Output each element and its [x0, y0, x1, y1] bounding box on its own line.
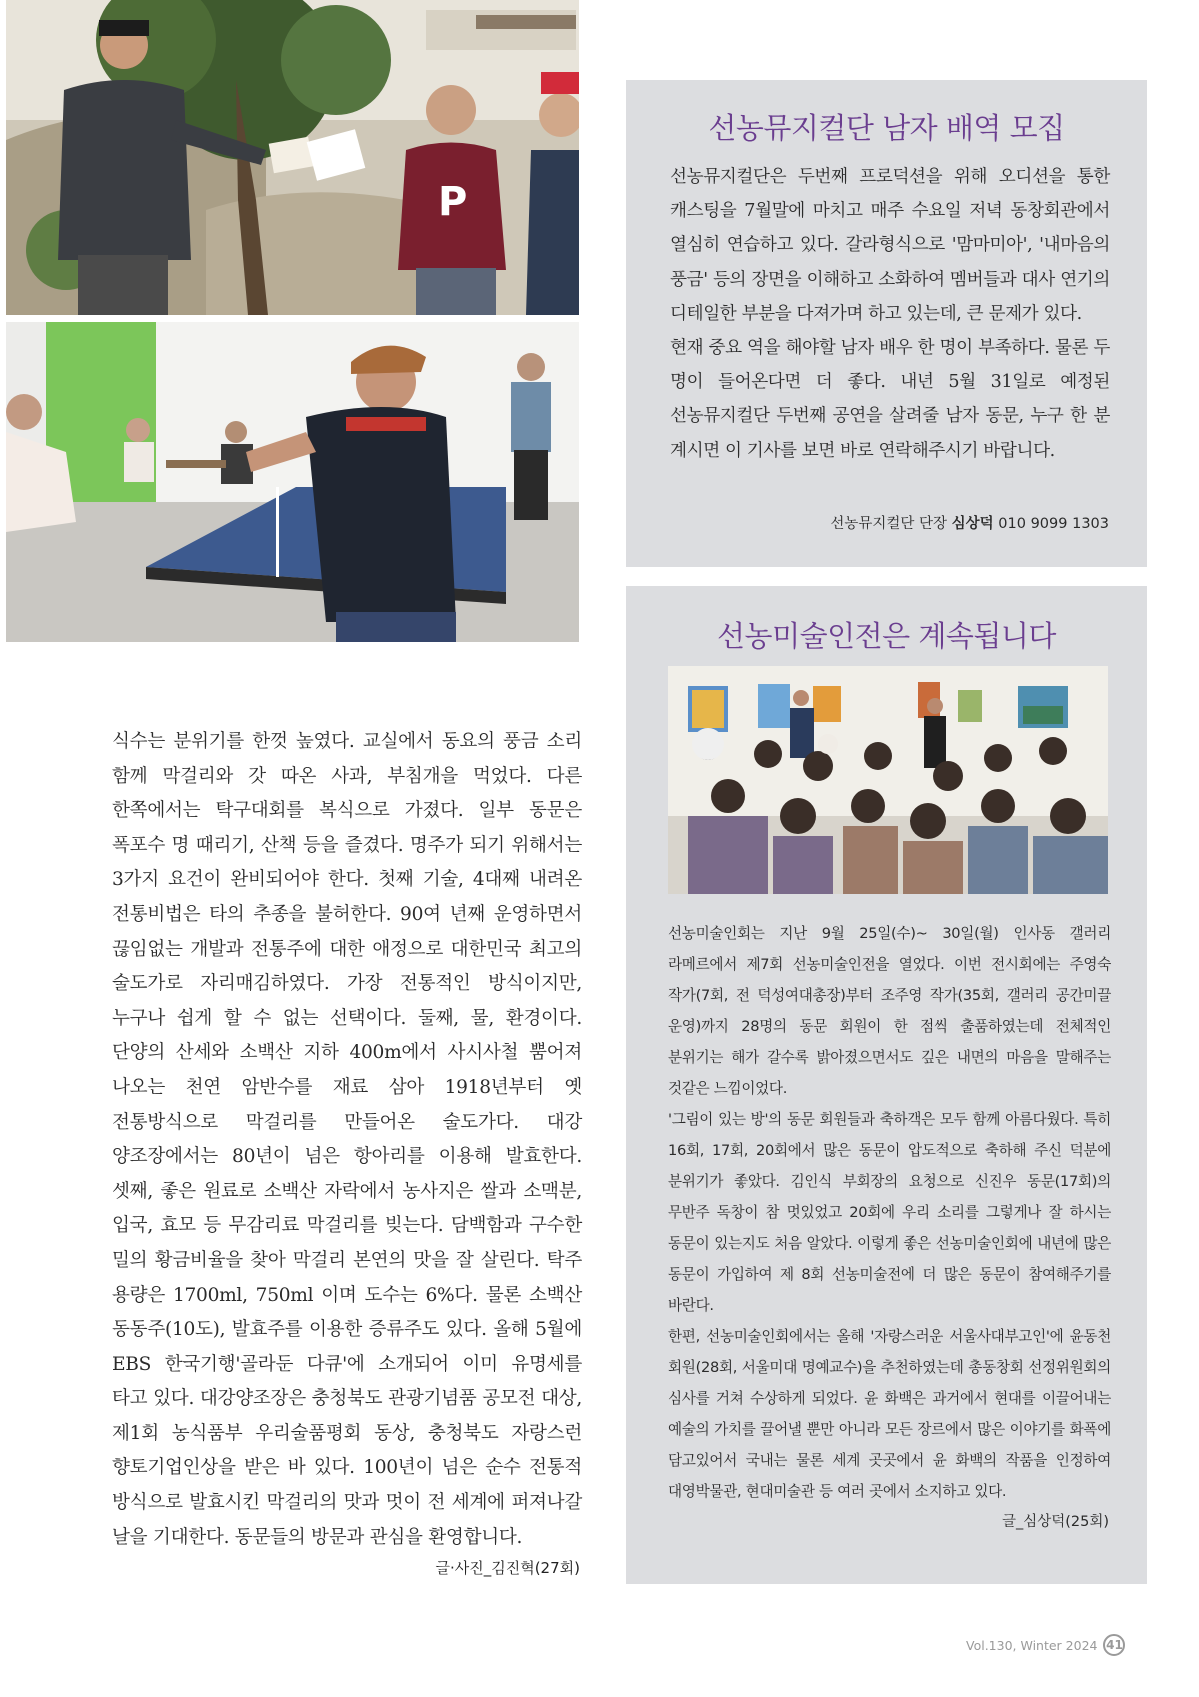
notice-box-musical [626, 80, 1147, 567]
musical-body [670, 160, 1110, 468]
art-exhibition-paragraph: 한편, 선농미술인회에서는 올해 '자랑스러운 서울사대부고인'에 윤동천 회원(28회, 서울미대 명예교수)을 추천하였는데 총동창회 선정위원회의 심사를 거쳐 수상하게 되었다. 윤 화백은 과거에서 현대를 이끌어내는 예술의 가치를 끌어낼 뿐만 아니라 모든 장르에서 많은 이야기를 화폭에 담고있어서 국내는 물론 세계 곳곳에서 윤 화백의 작품을 인정하여 대영박물관, 현대미술관 등 여러 곳에서 소지하고 있다. [668, 1328, 1111, 1500]
page-number: 41 [1103, 1634, 1125, 1656]
musical-title: 선농뮤지컬단 남자 배역 모집 [708, 111, 1065, 145]
photo-table-tennis [6, 322, 579, 642]
art-exhibition-body [668, 918, 1111, 1507]
art-exhibition-paragraph: 선농미술인회는 지난 9월 25일(수)~ 30일(월) 인사동 갤러리 라메르에서 제7회 선농미술인전을 열었다. 이번 전시회에는 주영숙 작가(7회, 전 덕성여대총장)부터 조주영 작가(35회, 갤러리 공간미끌 운영)까지 28명의 동문 회원이 한 점씩 출품하였는데 전체적인 분위기는 해가 갈수록 밝아졌으면서도 깊은 내면의 마음을 말해주는 것같은 느낌이었다. [668, 925, 1111, 1097]
page-footer [966, 1633, 1125, 1657]
article-left-credit: 글·사진_김진혁(27회) [435, 1559, 580, 1577]
art-exhibition-title: 선농미술인전은 계속됩니다 [717, 619, 1056, 653]
musical-credit-phone: 010 9099 1303 [998, 516, 1109, 532]
musical-credit [830, 512, 1109, 533]
art-exhibition-paragraph: '그림이 있는 방'의 동문 회원들과 축하객은 모두 함께 아름다웠다. 특히 16회, 17회, 20회에서 많은 동문이 압도적으로 축하해 주신 덕분에 분위기가 좋았다. 김인식 부회장의 요청으로 신진우 동문(17회)의 무반주 독창이 참 멋있었고 20회에 우리 소리를 그렇게나 잘 하시는 동문이 있는지도 처음 알았다. 이렇게 좋은 선농미술인회에 내년에 많은 동문이 가입하여 제 8회 선농미술전에 더 많은 동문이 참여해주기를 바란다. [668, 1111, 1111, 1314]
photo-pine-tree-group [6, 0, 579, 315]
issue-label: Vol.130, Winter 2024 [966, 1637, 1098, 1653]
musical-credit-role: 선농뮤지컬단 단장 [830, 516, 948, 532]
musical-credit-name: 심상덕 [951, 516, 994, 532]
photo-gallery-audience [668, 666, 1108, 894]
notice-box-art-exhibition [626, 586, 1147, 1584]
musical-paragraph: 선농뮤지컬단은 두번째 프로덕션을 위해 오디션을 통한 캐스팅을 7월말에 마치고 매주 수요일 저녁 동창회관에서 열심히 연습하고 있다. 갈라형식으로 '맘마미아', '내마음의 풍금' 등의 장면을 이해하고 소화하여 멤버들과 대사 연기의 디테일한 부분을 다져가며 하고 있는데, 큰 문제가 있다. [670, 167, 1110, 324]
svg-text:P: P [438, 179, 468, 225]
article-left-body: 식수는 분위기를 한껏 높였다. 교실에서 동요의 풍금 소리 함께 막걸리와 갓 따온 사과, 부침개을 먹었다. 다른 한쪽에서는 탁구대회를 복식으로 가졌다. 일부 동문은 폭포수 명 때리기, 산책 등을 즐겼다. 명주가 되기 위해서는 3가지 요건이 완비되어야 한다. 첫째 기술, 4대째 내려온 전통비법은 타의 추종을 불허한다. 90여 년째 운영하면서 끊임없는 개발과 전통주에 대한 애정으로 대한민국 최고의 술도가로 자리매김하였다. 가장 전통적인 방식이지만, 누구나 쉽게 할 수 없는 선택이다. 둘째, 물, 환경이다. 단양의 산세와 소백산 지하 400m에서 사시사철 뿜어져 나오는 천연 암반수를 재료 삼아 1918년부터 옛 전통방식으로 막걸리를 만들어온 술도가다. 대강 양조장에서는 80년이 넘은 항아리를 이용해 발효한다. 셋째, 좋은 원료로 소백산 자락에서 농사지은 쌀과 소맥분, 입국, 효모 등 무감리료 막걸리를 빚는다. 담백함과 구수한 밀의 황금비율을 찾아 막걸리 본연의 맛을 잘 살린다. 탁주 용량은 1700ml, 750ml 이며 도수는 6%다. 물론 소백산 동동주(10도), 발효주를 이용한 증류주도 있다. 올해 5월에 EBS 한국기행'골라둔 다큐'에 소개되어 이미 유명세를 타고 있다. 대강양조장은 충청북도 관광기념품 공모전 대상, 제1회 농식품부 우리술품평회 동상, 충청북도 자랑스런 향토기업인상을 받은 바 있다. 100년이 넘은 순수 전통적 방식으로 발효시킨 막걸리의 맛과 멋이 전 세계에 퍼져나갈 날을 기대한다. 동문들의 방문과 관심을 환영합니다. [112, 731, 582, 1548]
art-exhibition-credit: 글_심상덕(25회) [1001, 1514, 1109, 1530]
musical-paragraph: 현재 중요 역을 해야할 남자 배우 한 명이 부족하다. 물론 두 명이 들어온다면 더 좋다. 내년 5월 31일로 예정된 선농뮤지컬단 두번째 공연을 살려줄 남자 동문, 누구 한 분 계시면 이 기사를 보면 바로 연락해주시기 바랍니다. [670, 338, 1110, 461]
